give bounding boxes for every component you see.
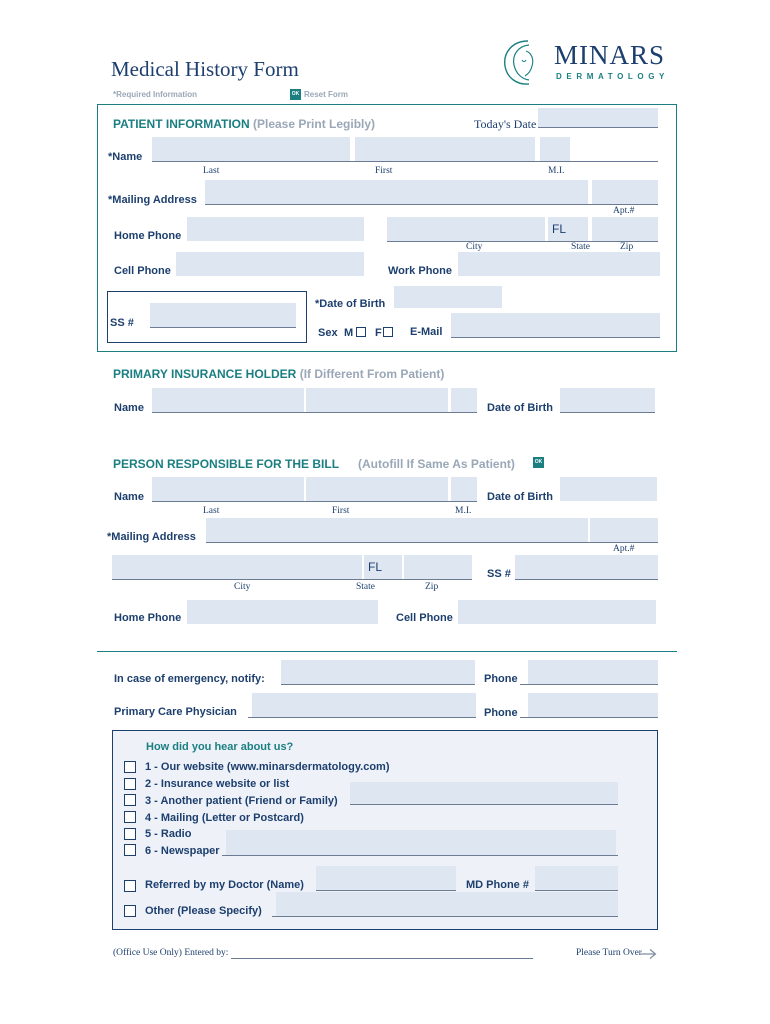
insurance-name-line bbox=[152, 412, 477, 413]
insurance-mi-input[interactable] bbox=[451, 388, 477, 412]
sex-f-checkbox[interactable] bbox=[383, 327, 393, 337]
option-other-label: Other (Please Specify) bbox=[145, 905, 262, 917]
sex-f-label: F bbox=[375, 327, 382, 339]
turn-over-label: Please Turn Over bbox=[576, 948, 642, 958]
email-line bbox=[451, 337, 660, 338]
dob-label: *Date of Birth bbox=[315, 298, 386, 310]
responsible-zip-input[interactable] bbox=[404, 555, 472, 579]
required-note: *Required Information bbox=[113, 90, 198, 99]
physician-line bbox=[248, 717, 476, 718]
state-input[interactable] bbox=[548, 217, 588, 241]
page-title: Medical History Form bbox=[111, 57, 299, 81]
option-insurance-label: 2 - Insurance website or list bbox=[145, 778, 290, 790]
option-newspaper-checkbox[interactable] bbox=[124, 844, 136, 856]
patient-info-note: (Please Print Legibly) bbox=[253, 117, 376, 131]
work-phone-label: Work Phone bbox=[388, 265, 452, 277]
responsible-ss-label: SS # bbox=[487, 568, 511, 580]
referral-heading: How did you hear about us? bbox=[146, 741, 294, 753]
option-patient-line bbox=[350, 804, 618, 805]
physician-phone-line bbox=[520, 717, 658, 718]
option-mailing-label: 4 - Mailing (Letter or Postcard) bbox=[145, 812, 304, 824]
insurance-title: PRIMARY INSURANCE HOLDER bbox=[113, 367, 297, 381]
autofill-ok-button[interactable]: OK bbox=[533, 457, 544, 468]
option-newspaper-input[interactable] bbox=[226, 830, 616, 855]
patient-info-heading bbox=[113, 117, 375, 131]
home-phone-input[interactable] bbox=[187, 217, 364, 241]
responsible-mailing-input[interactable] bbox=[206, 518, 588, 542]
option-patient-label: 3 - Another patient (Friend or Family) bbox=[145, 795, 338, 807]
mailing-address-input[interactable] bbox=[205, 180, 588, 204]
todays-date-line bbox=[538, 127, 658, 128]
md-phone-line bbox=[535, 890, 618, 891]
insurance-note: (If Different From Patient) bbox=[299, 367, 445, 381]
cell-phone-label: Cell Phone bbox=[114, 265, 171, 277]
responsible-name-label: Name bbox=[114, 491, 144, 503]
sex-label: Sex bbox=[318, 327, 338, 339]
brand-logo bbox=[498, 38, 669, 88]
responsible-mailing-line bbox=[206, 542, 658, 543]
responsible-home-phone-input[interactable] bbox=[187, 600, 378, 624]
referred-doctor-input[interactable] bbox=[316, 866, 456, 890]
responsible-mailing-label: *Mailing Address bbox=[107, 531, 196, 543]
emergency-label: In case of emergency, notify: bbox=[114, 673, 265, 685]
ss-input[interactable] bbox=[150, 303, 296, 327]
mi-caption: M.I. bbox=[548, 166, 565, 176]
city-input[interactable] bbox=[387, 217, 545, 241]
patient-info-title: PATIENT INFORMATION bbox=[113, 117, 250, 131]
responsible-mi-input[interactable] bbox=[451, 477, 477, 501]
reset-form-button[interactable]: Reset Form bbox=[304, 90, 349, 99]
brand-subtitle: DERMATOLOGY bbox=[556, 72, 669, 81]
home-phone-label: Home Phone bbox=[114, 230, 182, 242]
option-website-checkbox[interactable] bbox=[124, 761, 136, 773]
responsible-note: (Autofill If Same As Patient) bbox=[358, 457, 515, 471]
responsible-title: PERSON RESPONSIBLE FOR THE BILL bbox=[113, 457, 340, 471]
work-phone-input[interactable] bbox=[458, 252, 660, 276]
responsible-city-caption: City bbox=[234, 582, 251, 592]
apt-input[interactable] bbox=[592, 180, 658, 204]
ss-label: SS # bbox=[110, 317, 134, 329]
physician-phone-label: Phone bbox=[484, 707, 518, 719]
dob-input[interactable] bbox=[394, 286, 502, 308]
md-phone-label: MD Phone # bbox=[466, 879, 529, 891]
face-logo-icon bbox=[498, 38, 550, 88]
option-newspaper-label: 6 - Newspaper bbox=[145, 845, 220, 857]
responsible-name-line bbox=[152, 501, 477, 502]
option-other-checkbox[interactable] bbox=[124, 905, 136, 917]
office-use-line bbox=[231, 958, 533, 959]
email-input[interactable] bbox=[451, 313, 660, 337]
option-radio-checkbox[interactable] bbox=[124, 828, 136, 840]
responsible-first-input[interactable] bbox=[306, 477, 448, 501]
responsible-state-caption: State bbox=[356, 582, 375, 592]
referred-doctor-line bbox=[316, 890, 456, 891]
first-caption: First bbox=[375, 166, 393, 176]
arrow-right-icon bbox=[640, 948, 658, 960]
cell-phone-input[interactable] bbox=[176, 252, 364, 276]
middle-initial-input[interactable] bbox=[540, 137, 570, 161]
option-patient-checkbox[interactable] bbox=[124, 794, 136, 806]
other-specify-line bbox=[272, 916, 618, 917]
insurance-dob-line bbox=[560, 412, 655, 413]
responsible-apt-caption: Apt.# bbox=[613, 544, 635, 554]
option-referred-label: Referred by my Doctor (Name) bbox=[145, 879, 304, 891]
section-divider bbox=[97, 651, 677, 652]
name-label: *Name bbox=[108, 151, 143, 163]
last-name-input[interactable] bbox=[152, 137, 350, 161]
option-website-label: 1 - Our website (www.minarsdermatology.com) bbox=[145, 761, 390, 773]
responsible-first-caption: First bbox=[332, 506, 350, 516]
responsible-state-input[interactable] bbox=[364, 555, 402, 579]
todays-date-input[interactable] bbox=[538, 108, 658, 127]
last-caption: Last bbox=[203, 166, 220, 176]
physician-label: Primary Care Physician bbox=[114, 706, 237, 718]
physician-phone-input[interactable] bbox=[528, 693, 658, 717]
responsible-city-line bbox=[112, 579, 472, 580]
responsible-zip-caption: Zip bbox=[425, 582, 439, 592]
insurance-last-input[interactable] bbox=[152, 388, 304, 412]
office-use-label: (Office Use Only) Entered by: bbox=[113, 948, 229, 958]
ss-line bbox=[150, 327, 296, 328]
first-name-input[interactable] bbox=[355, 137, 535, 161]
state-caption: State bbox=[571, 242, 590, 252]
emergency-phone-label: Phone bbox=[484, 673, 518, 685]
city-line bbox=[387, 241, 658, 242]
option-newspaper-line bbox=[222, 855, 618, 856]
responsible-apt-input[interactable] bbox=[590, 518, 658, 542]
other-specify-input[interactable] bbox=[276, 892, 618, 916]
reset-ok-button[interactable]: OK bbox=[290, 89, 301, 100]
zip-caption: Zip bbox=[620, 242, 634, 252]
emergency-contact-input[interactable] bbox=[281, 660, 475, 684]
emergency-phone-input[interactable] bbox=[528, 660, 658, 684]
responsible-ss-input[interactable] bbox=[515, 555, 658, 579]
city-caption: City bbox=[466, 242, 483, 252]
email-label: E-Mail bbox=[410, 326, 443, 338]
insurance-first-input[interactable] bbox=[306, 388, 448, 412]
insurance-name-label: Name bbox=[114, 402, 144, 414]
option-referred-checkbox[interactable] bbox=[124, 880, 136, 892]
responsible-city-input[interactable] bbox=[112, 555, 362, 579]
responsible-home-phone-label: Home Phone bbox=[114, 612, 182, 624]
sex-m-checkbox[interactable] bbox=[356, 327, 366, 337]
emergency-line bbox=[281, 684, 475, 685]
option-patient-input[interactable] bbox=[350, 782, 618, 804]
sex-m-label: M bbox=[344, 327, 354, 339]
insurance-dob-input[interactable] bbox=[560, 388, 655, 412]
responsible-mi-caption: M.I. bbox=[455, 506, 472, 516]
responsible-ss-line bbox=[515, 579, 658, 580]
responsible-last-input[interactable] bbox=[152, 477, 304, 501]
responsible-cell-phone-input[interactable] bbox=[458, 600, 656, 624]
insurance-dob-label: Date of Birth bbox=[487, 402, 553, 414]
emergency-phone-line bbox=[520, 684, 658, 685]
physician-input[interactable] bbox=[252, 693, 476, 717]
option-mailing-checkbox[interactable] bbox=[124, 811, 136, 823]
brand-name: MINARS bbox=[554, 40, 666, 70]
name-line bbox=[152, 161, 658, 162]
todays-date-label: Today's Date bbox=[474, 117, 537, 131]
md-phone-input[interactable] bbox=[535, 866, 618, 890]
responsible-last-caption: Last bbox=[203, 506, 220, 516]
zip-input[interactable] bbox=[592, 217, 658, 241]
insurance-heading bbox=[113, 367, 444, 381]
responsible-dob-label: Date of Birth bbox=[487, 491, 553, 503]
option-radio-label: 5 - Radio bbox=[145, 828, 192, 840]
responsible-dob-input[interactable] bbox=[560, 477, 657, 501]
option-insurance-checkbox[interactable] bbox=[124, 778, 136, 790]
mailing-address-label: *Mailing Address bbox=[108, 194, 197, 206]
mailing-line bbox=[205, 204, 658, 205]
responsible-cell-phone-label: Cell Phone bbox=[396, 612, 453, 624]
apt-caption: Apt.# bbox=[613, 206, 635, 216]
